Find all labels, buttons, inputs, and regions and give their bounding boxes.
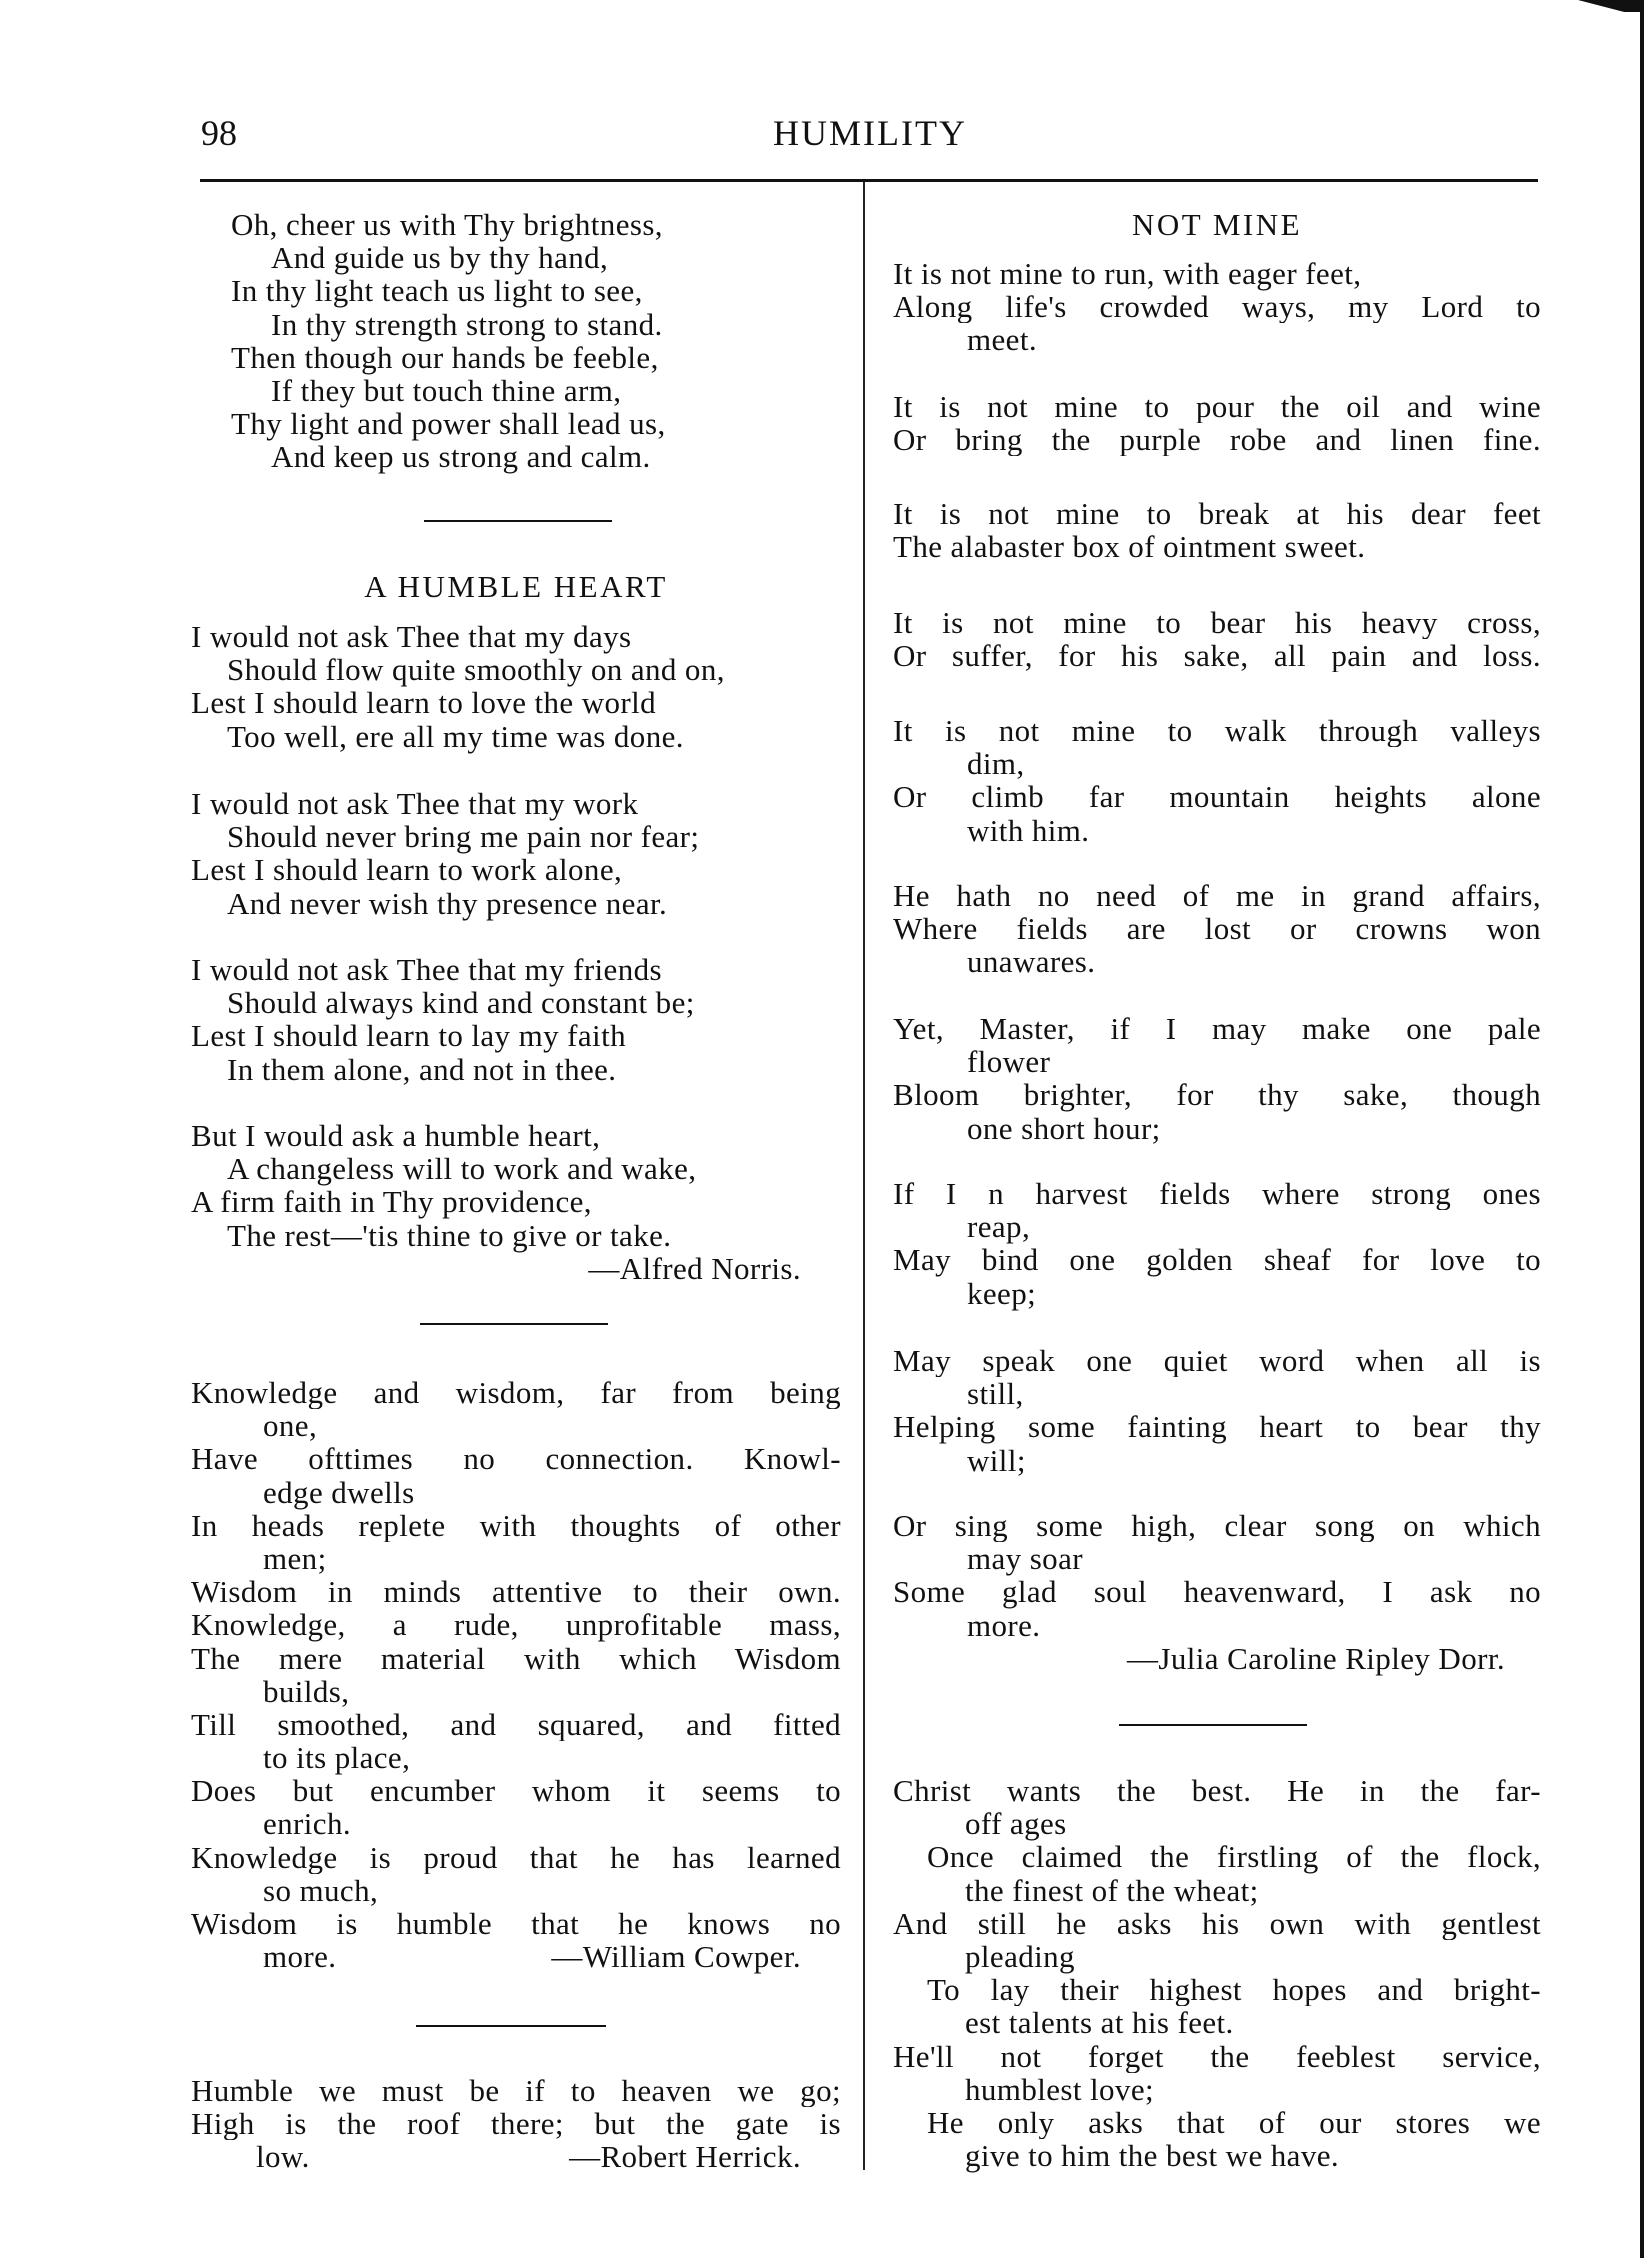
verse-line: It is not mine to walk through valleys [893, 714, 1541, 748]
section-rule [416, 2025, 606, 2027]
verse-line: In thy light teach us light to see, [231, 273, 643, 309]
attribution: —William Cowper. [551, 1939, 801, 1975]
page-corner-mark [1578, 0, 1644, 12]
verse-line: Along life's crowded ways, my Lord to [893, 290, 1541, 324]
verse-line: In thy strength strong to stand. [271, 306, 663, 342]
poem-not-mine-stanza [893, 606, 1541, 672]
poem-humble-heart-stanza [191, 620, 841, 753]
verse-line: off ages [965, 1806, 1067, 1842]
verse-line: the finest of the wheat; [965, 1872, 1259, 1908]
verse-line: edge dwells [263, 1474, 415, 1510]
verse-line: one short hour; [967, 1110, 1161, 1146]
verse-line: He hath no need of me in grand affairs, [893, 879, 1541, 913]
poem-title-not-mine: NOT MINE [1131, 207, 1303, 242]
verse-line: give to him the best we have. [965, 2138, 1340, 2174]
verse-line: If I n harvest fields where strong ones [893, 1177, 1541, 1211]
verse-line: It is not mine to run, with eager feet, [893, 256, 1362, 291]
verse-line: In heads replete with thoughts of other [191, 1508, 841, 1542]
verse-line: Lest I should learn to lay my faith [191, 1018, 626, 1054]
verse-line: Or sing some high, clear song on which [893, 1509, 1541, 1543]
verse-line: Bloom brighter, for thy sake, though [893, 1078, 1541, 1112]
poem-humble-heart-stanza [191, 1119, 841, 1285]
verse-line: He'll not forget the feeblest service, [893, 2039, 1541, 2073]
verse-line: I would not ask Thee that my friends [191, 952, 662, 987]
verse-line: Christ wants the best. He in the far- [893, 1774, 1541, 1808]
verse-line: Till smoothed, and squared, and fitted [191, 1707, 841, 1742]
verse-line: Helping some fainting heart to bear thy [893, 1410, 1541, 1444]
verse-line: Knowledge is proud that he has learned [191, 1840, 841, 1874]
page-number: 98 [201, 113, 237, 153]
verse-line: It is not mine to pour the oil and wine [893, 390, 1541, 424]
poem-not-mine-stanza [893, 497, 1541, 563]
verse-line: Where fields are lost or crowns won [893, 912, 1541, 946]
verse-line: est talents at his feet. [965, 2005, 1234, 2041]
verse-line: And keep us strong and calm. [271, 439, 651, 475]
verse-line: meet. [967, 322, 1037, 358]
verse-line: The mere material with which Wisdom [191, 1641, 841, 1675]
verse-line: with him. [967, 812, 1090, 848]
verse-line: I would not ask Thee that my days [191, 619, 632, 654]
verse-line: He only asks that of our stores we [927, 2105, 1541, 2140]
verse-line [191, 1940, 801, 1973]
poem-humble-heart-stanza [191, 953, 841, 1086]
verse-line: A changeless will to work and wake, [227, 1151, 697, 1187]
verse-line: builds, [263, 1673, 350, 1709]
poem-not-mine-stanza [893, 1509, 1541, 1675]
poem-humble-heart-stanza [191, 787, 841, 920]
verse-line: Should always kind and constant be; [227, 985, 695, 1021]
poem-humble-we-must-be [191, 2074, 841, 2174]
verse-line: more. [967, 1607, 1041, 1643]
verse-line: Too well, ere all my time was done. [227, 718, 684, 754]
verse-line [191, 2140, 801, 2173]
attribution: —Alfred Norris. [588, 1250, 801, 1286]
verse-line: keep; [967, 1275, 1037, 1311]
verse-line: pleading [965, 1938, 1075, 1974]
verse-line: Lest I should learn to work alone, [191, 852, 623, 888]
verse-text: more. [263, 1939, 337, 1975]
poem-not-mine-stanza [893, 1177, 1541, 1310]
column-divider [863, 182, 865, 2170]
verse-line: one, [263, 1408, 318, 1444]
verse-line: It is not mine to break at his dear feet [893, 497, 1541, 531]
poem-not-mine-stanza [893, 257, 1541, 357]
poem-christ-wants-the-best [893, 1774, 1541, 2172]
poem-not-mine-stanza [893, 879, 1541, 979]
verse-line: unawares. [967, 944, 1096, 980]
verse-line: The alabaster box of ointment sweet. [893, 529, 1366, 565]
verse-line: And guide us by thy hand, [271, 240, 609, 276]
verse-line: May bind one golden sheaf for love to [893, 1243, 1541, 1277]
section-rule [420, 1323, 608, 1325]
verse-text: low. [256, 2139, 310, 2175]
verse-line: men; [263, 1540, 327, 1576]
verse-line: may soar [967, 1541, 1083, 1577]
poem-not-mine-stanza [893, 1344, 1541, 1477]
verse-line: And still he asks his own with gentlest [893, 1906, 1541, 1940]
attribution: —Julia Caroline Ripley Dorr. [1127, 1640, 1505, 1676]
verse-line: In them alone, and not in thee. [227, 1051, 617, 1087]
verse-line: The rest—'tis thine to give or take. [227, 1217, 672, 1253]
poem-title-humble-heart: A HUMBLE HEART [364, 569, 668, 604]
poem-not-mine-stanza [893, 1012, 1541, 1145]
verse-line: Does but encumber whom it seems to [191, 1774, 841, 1808]
verse-line: Should never bring me pain nor fear; [227, 819, 700, 855]
attribution: —Robert Herrick. [569, 2139, 801, 2175]
verse-line: May speak one quiet word when all is [893, 1344, 1541, 1378]
verse-line: High is the roof there; but the gate is [191, 2107, 841, 2141]
verse-line: Lest I should learn to love the world [191, 685, 657, 721]
verse-line: And never wish thy presence near. [227, 885, 668, 921]
verse-line: It is not mine to bear his heavy cross, [893, 606, 1541, 640]
verse-line: to its place, [263, 1740, 411, 1776]
poem-knowledge-wisdom [191, 1376, 841, 1973]
verse-line: Then though our hands be feeble, [231, 339, 659, 375]
verse-line: Some glad soul heavenward, I ask no [893, 1575, 1541, 1609]
poem-cheer-us [231, 208, 841, 474]
verse-line: Yet, Master, if I may make one pale [893, 1012, 1541, 1046]
verse-line: Wisdom is humble that he knows no [191, 1907, 841, 1941]
verse-line: Or climb far mountain heights alone [893, 780, 1541, 814]
verse-line: A firm faith in Thy providence, [191, 1184, 592, 1220]
verse-line: Once claimed the firstling of the flock, [927, 1840, 1541, 1874]
verse-line: so much, [263, 1872, 379, 1908]
running-title: HUMILITY [773, 113, 967, 153]
poem-not-mine-stanza [893, 714, 1541, 847]
verse-line: flower [967, 1044, 1051, 1080]
verse-line: will; [967, 1442, 1026, 1478]
verse-line: But I would ask a humble heart, [191, 1118, 601, 1153]
verse-line: Thy light and power shall lead us, [231, 406, 666, 442]
verse-line: I would not ask Thee that my work [191, 786, 639, 821]
verse-line: enrich. [263, 1806, 352, 1842]
verse-line: Oh, cheer us with Thy brightness, [231, 207, 663, 242]
verse-line: humblest love; [965, 2071, 1154, 2107]
verse-line: dim, [967, 746, 1025, 782]
verse-line: To lay their highest hopes and bright- [927, 1973, 1541, 2007]
verse-line: Wisdom in minds attentive to their own. [191, 1575, 841, 1609]
verse-line: Or bring the purple robe and linen fine. [893, 423, 1541, 457]
verse-line: Or suffer, for his sake, all pain and loss. [893, 639, 1541, 673]
section-rule [1119, 1724, 1307, 1726]
verse-line: reap, [967, 1209, 1031, 1245]
verse-line: If they but touch thine arm, [271, 372, 622, 408]
verse-line: Should flow quite smoothly on and on, [227, 652, 725, 688]
header-rule [200, 179, 1538, 182]
verse-line: Knowledge, a rude, unprofitable mass, [191, 1608, 841, 1642]
poem-not-mine-stanza [893, 390, 1541, 456]
verse-line: Knowledge and wisdom, far from being [191, 1376, 841, 1410]
page-edge-mark [1640, 0, 1644, 2258]
verse-line: Humble we must be if to heaven we go; [191, 2074, 841, 2108]
verse-line: still, [967, 1376, 1024, 1412]
verse-line: Have ofttimes no connection. Knowl- [191, 1442, 841, 1476]
section-rule [424, 520, 612, 522]
